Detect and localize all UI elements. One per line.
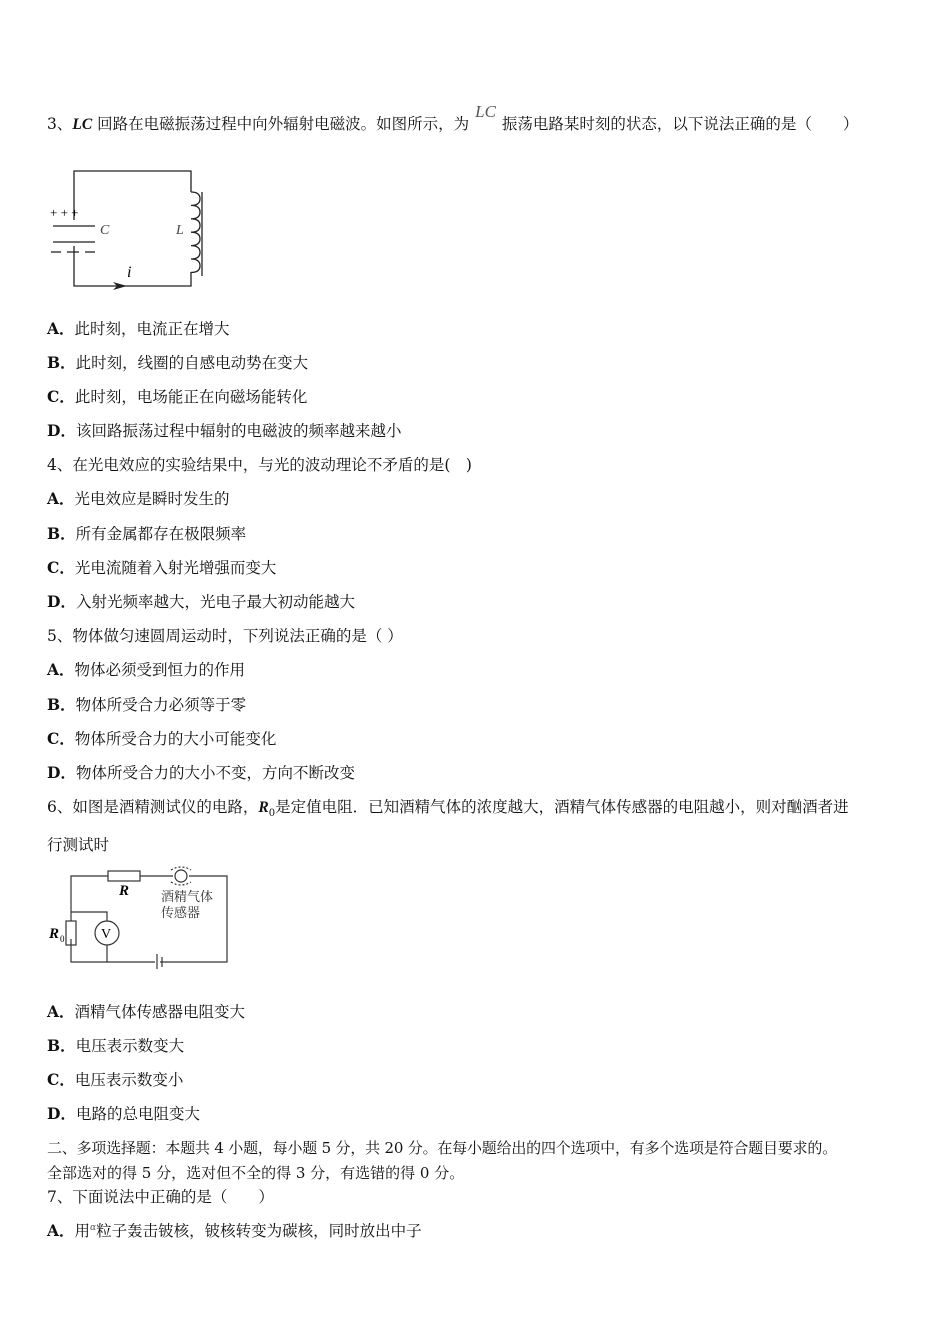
- q3-option-d: D．该回路振荡过程中辐射的电磁波的频率越来越小: [47, 421, 402, 440]
- q5-option-c: C．物体所受合力的大小可能变化: [47, 729, 277, 748]
- q6-stem-cont: 行测试时: [47, 836, 110, 854]
- q3-lc: LC: [72, 116, 93, 133]
- label-c: C: [100, 223, 110, 238]
- svg-text:0: 0: [60, 934, 65, 944]
- capacitor-plus-signs: + + +: [50, 205, 79, 220]
- sensor-label-2: 传感器: [161, 906, 201, 921]
- label-r: R: [119, 883, 130, 899]
- q4-option-c: C．光电流随着入射光增强而变大: [47, 558, 277, 577]
- q4-option-a: A．光电效应是瞬时发生的: [47, 489, 230, 508]
- sensor-label: 酒精气体: [161, 890, 214, 905]
- q6-option-c: C．电压表示数变小: [47, 1070, 184, 1089]
- q3-stem: [47, 102, 859, 135]
- q5-stem: 5、物体做匀速圆周运动时，下列说法正确的是（ ）: [47, 627, 403, 645]
- q5-option-b: B．物体所受合力必须等于零: [47, 695, 247, 714]
- label-l: L: [176, 223, 184, 238]
- alcohol-tester-circuit-figure: [45, 864, 235, 969]
- q5-option-d: D．物体所受合力的大小不变，方向不断改变: [47, 763, 355, 782]
- label-r0: R: [49, 926, 60, 942]
- q4-option-d: D．入射光频率越大，光电子最大初动能越大: [47, 592, 355, 611]
- voltmeter-label: V: [101, 927, 112, 942]
- q5-option-a: A．物体必须受到恒力的作用: [47, 660, 246, 679]
- q3-option-b: B．此时刻，线圈的自感电动势在变大: [47, 353, 309, 372]
- q3-text1: 回路在电磁振荡过程中向外辐射电磁波。如图所示，为: [92, 115, 470, 133]
- lc-circuit-figure: [45, 160, 215, 295]
- q3-option-a: A．此时刻，电流正在增大: [47, 319, 230, 338]
- q3-lc-sup: LC: [475, 102, 496, 121]
- q4-stem: 4、在光电效应的实验结果中，与光的波动理论不矛盾的是( ): [47, 456, 472, 474]
- q3-number: 3、: [47, 115, 73, 133]
- q7-stem: 7、下面说法中正确的是（ ）: [47, 1188, 274, 1206]
- q4-option-b: B．所有金属都存在极限频率: [47, 524, 247, 543]
- q3-option-c: C．此时刻，电场能正在向磁场能转化: [47, 387, 308, 406]
- q6-stem: 6、如图是酒精测试仪的电路，$R_0$是定值电阻．已知酒精气体的浓度越大，酒精气体传感器的电阻越小，则对酗酒者进: [47, 798, 849, 820]
- section2-heading: 二、多项选择题：本题共 4 小题，每小题 5 分，共 20 分。在每小题给出的四个选项中，有多个选项是符合题目要求的。: [47, 1139, 837, 1157]
- q6-option-a: A．酒精气体传感器电阻变大: [47, 1002, 246, 1021]
- label-i: i: [127, 264, 132, 281]
- q6-option-b: B．电压表示数变大: [47, 1036, 185, 1055]
- q6-option-d: D．电路的总电阻变大: [47, 1104, 200, 1123]
- section2-scoring: 全部选对的得 5 分，选对但不全的得 3 分，有选错的得 0 分。: [47, 1164, 465, 1182]
- q3-text2: 振荡电路某时刻的状态，以下说法正确的是（ ）: [501, 115, 859, 133]
- q7-option-a: A．用$^\alpha$粒子轰击铍核，铍核转变为碳核，同时放出中子: [47, 1221, 422, 1240]
